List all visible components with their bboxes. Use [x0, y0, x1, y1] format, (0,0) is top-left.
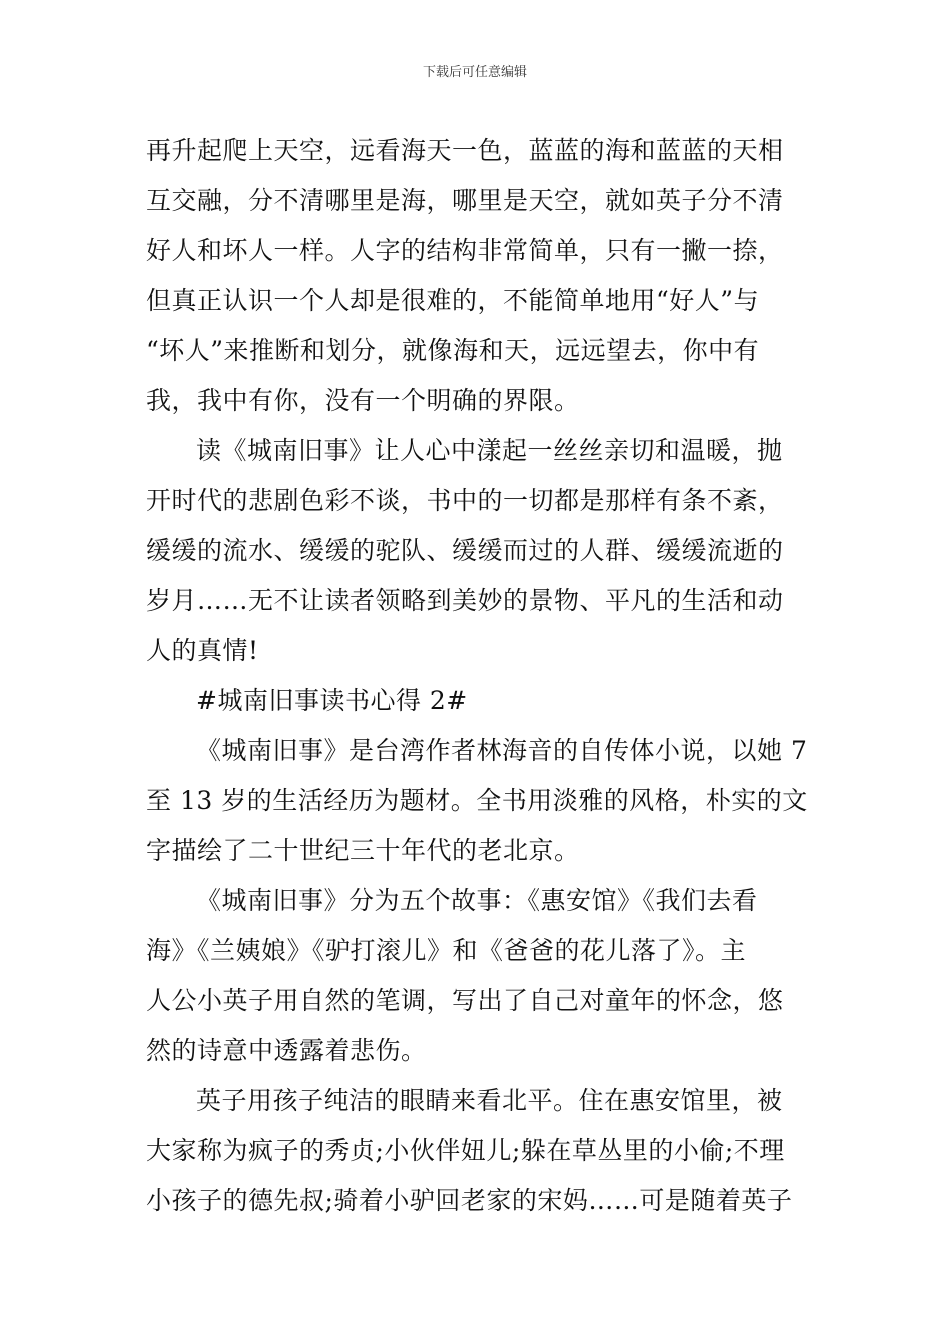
text-line: 然的诗意中透露着悲伤。	[146, 1036, 427, 1065]
text-line: 人公小英子用自然的笔调，写出了自己对童年的怀念，悠	[146, 986, 784, 1015]
text-line: 缓缓的流水、缓缓的驼队、缓缓而过的人群、缓缓流逝的	[146, 536, 784, 565]
text-line: 至 13 岁的生活经历为题材。全书用淡雅的风格，朴实的文	[146, 786, 808, 815]
text-line: 大家称为疯子的秀贞;小伙伴妞儿;躲在草丛里的小偷;不理	[146, 1136, 785, 1165]
paragraph-first-line: 英子用孩子纯洁的眼睛来看北平。住在惠安馆里，被	[196, 1086, 783, 1115]
text-line: 开时代的悲剧色彩不谈，书中的一切都是那样有条不紊，	[146, 486, 784, 515]
text-line: 海》《兰姨娘》《驴打滚儿》和《爸爸的花儿落了》。主	[146, 936, 747, 965]
text-line: 好人和坏人一样。人字的结构非常简单，只有一撇一捺，	[146, 236, 784, 265]
text-line: 互交融，分不清哪里是海，哪里是天空，就如英子分不清	[146, 186, 784, 215]
paragraph-first-line: 《城南旧事》是台湾作者林海音的自传体小说，以她 7	[196, 736, 808, 765]
text-line: 我，我中有你，没有一个明确的界限。	[146, 386, 580, 415]
paragraph-first-line: 《城南旧事》分为五个故事：《惠安馆》《我们去看	[196, 886, 758, 915]
paragraph-first-line: 读《城南旧事》让人心中漾起一丝丝亲切和温暖，抛	[196, 436, 783, 465]
text-line: 小孩子的德先叔;骑着小驴回老家的宋妈……可是随着英子	[146, 1186, 793, 1215]
text-line: 再升起爬上天空，远看海天一色，蓝蓝的海和蓝蓝的天相	[146, 136, 784, 165]
text-line: “坏人”来推断和划分，就像海和天，远远望去，你中有	[146, 336, 760, 365]
text-line: 岁月……无不让读者领略到美妙的景物、平凡的生活和动	[146, 586, 784, 615]
text-line: 字描绘了二十世纪三十年代的老北京。	[146, 836, 580, 865]
body-text	[146, 126, 810, 1226]
text-line: 但真正认识一个人却是很难的，不能简单地用“好人”与	[146, 286, 760, 315]
section-heading: #城南旧事读书心得 2#	[196, 686, 468, 715]
page-header: 下载后可任意编辑	[422, 65, 527, 80]
text-line: 人的真情!	[146, 636, 259, 665]
